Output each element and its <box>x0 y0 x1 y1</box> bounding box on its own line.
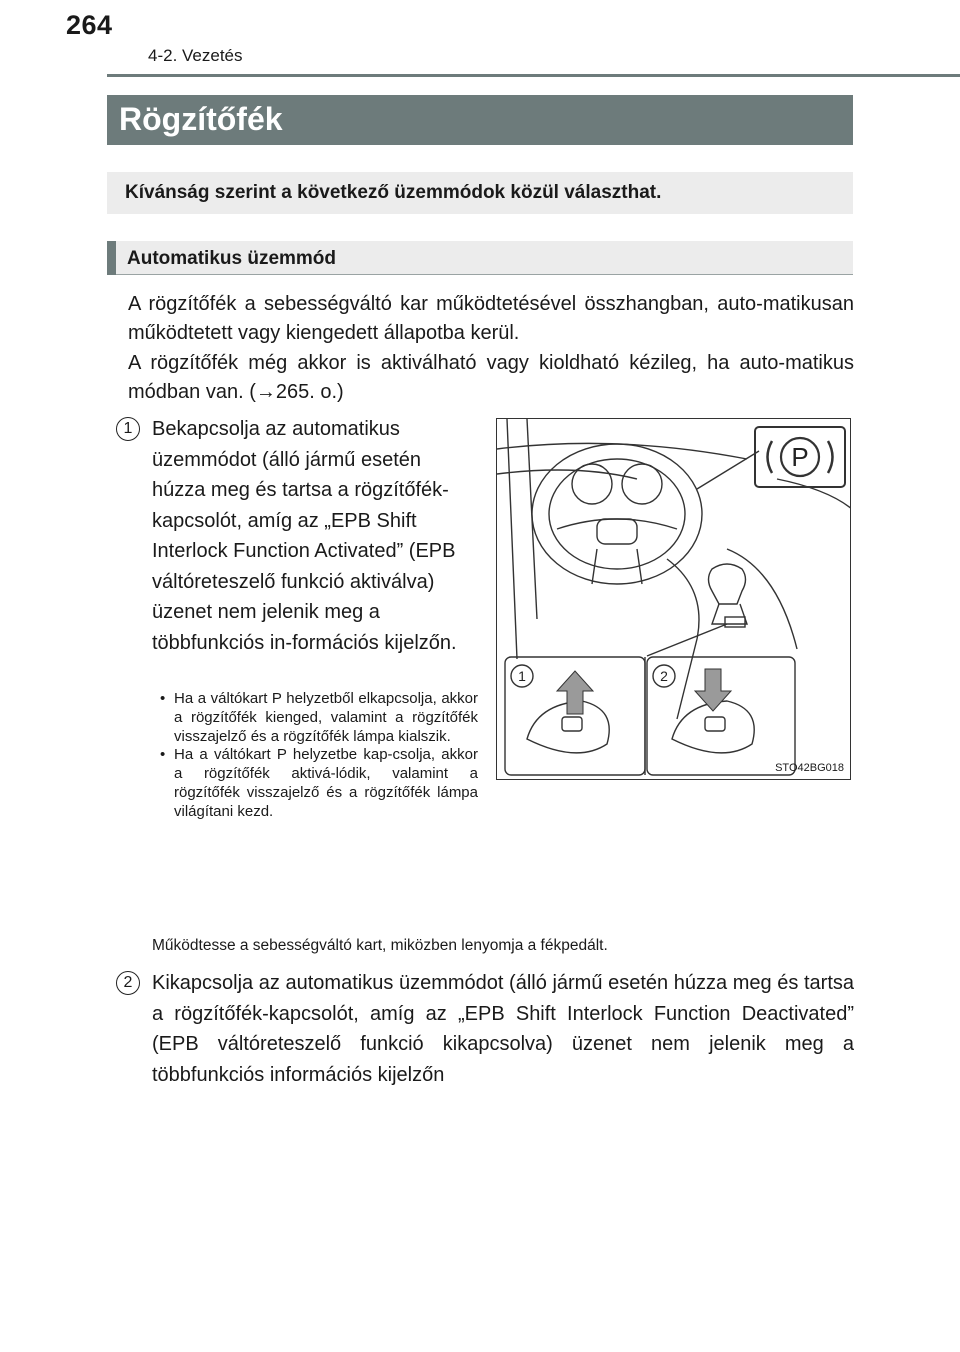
p-symbol-bracket <box>828 441 833 473</box>
inset-label-2: 2 <box>660 668 668 684</box>
step-1-text: Bekapcsolja az automatikus üzemmódot (álló jármű esetén húzza meg és tartsa a rögzítőfék-kapcsolót, amíg az „EPB Shift Interlock Function Activated” (EPB váltóreteszelő funkció aktiválva) üzenet nem jelenik meg a többfunkciós in-formációs kijelzőn. <box>152 418 457 654</box>
paragraph-2: A rögzítőfék még akkor is aktiválható vagy kioldható kézileg, ha auto-matikus módban van. (→265. o.) <box>128 352 854 403</box>
page-title: Rögzítőfék <box>119 101 283 137</box>
intro-text: Kívánság szerint a következő üzemmódok közül választhat. <box>125 182 662 203</box>
page-number: 264 <box>66 10 113 40</box>
step-1-bullets <box>160 690 478 822</box>
steering-spoke <box>557 519 677 529</box>
gear-knob <box>709 564 746 604</box>
subheading: Automatikus üzemmód <box>127 248 337 269</box>
bullet-item: • Ha a váltókart P helyzetbe kap-csolja, akkor a rögzítőfék aktivá-lódik, valamint a rögzítőfék visszajelző és a rögzítőfék lámpa világítani kezd. <box>160 746 478 821</box>
title-bar <box>107 95 853 145</box>
parking-brake-figure <box>496 418 851 780</box>
gauge <box>572 464 612 504</box>
header-rule <box>107 74 960 77</box>
brake-switch-1-button <box>562 717 582 731</box>
paragraph-1: A rögzítőfék a sebességváltó kar működtetésével összhangban, auto-matikusan működtetett vagy kiengedett állapotba kerül. <box>128 293 854 344</box>
step-2-text: Kikapcsolja az automatikus üzemmódot (álló jármű esetén húzza meg és tartsa a rögzítőfék-kapcsolót, amíg az „EPB Shift Interlock Function Deactivated” (EPB váltóreteszelő funkció kikapcsolva) üzenet nem jelenik meg a többfunkciós információs kijelzőn <box>152 972 854 1086</box>
dashboard-line <box>777 479 851 509</box>
steering-spoke <box>592 549 642 584</box>
subheading-rule <box>116 274 853 275</box>
gear-boot <box>712 604 747 624</box>
figure-code: STO42BG018 <box>775 762 844 774</box>
step-number-1: 1 <box>116 417 140 441</box>
p-symbol-bracket <box>768 441 773 473</box>
intro-box <box>107 172 853 214</box>
pull-up-arrow <box>557 671 593 714</box>
callout-line <box>647 624 727 656</box>
subheading-accent <box>107 241 116 275</box>
dashboard-line <box>497 443 747 459</box>
gauge <box>622 464 662 504</box>
note-text: Működtesse a sebességváltó kart, miközben lenyomja a fékpedált. <box>152 937 608 954</box>
step-number-2: 2 <box>116 971 140 995</box>
console-line <box>667 559 699 719</box>
push-down-arrow <box>695 669 731 711</box>
steering-wheel <box>532 444 702 584</box>
dashboard-line <box>497 470 637 479</box>
bullet-item: • Ha a váltókart P helyzetből elkapcsolja, akkor a rögzítőfék kienged, valamint a rögzítőfék visszajelző és a rögzítőfék lámpa kialszik. <box>160 690 478 746</box>
brake-switch <box>725 617 745 627</box>
p-symbol-letter: P <box>791 442 809 472</box>
callout-line <box>697 451 759 489</box>
brake-switch-2-button <box>705 717 725 731</box>
inset-label-1: 1 <box>518 668 526 684</box>
console-line <box>727 549 797 649</box>
section-label: 4-2. Vezetés <box>148 46 243 65</box>
pillar-line <box>507 419 517 659</box>
subheading-bar <box>107 241 853 275</box>
steering-hub <box>597 519 637 544</box>
figure-illustration <box>497 419 851 780</box>
